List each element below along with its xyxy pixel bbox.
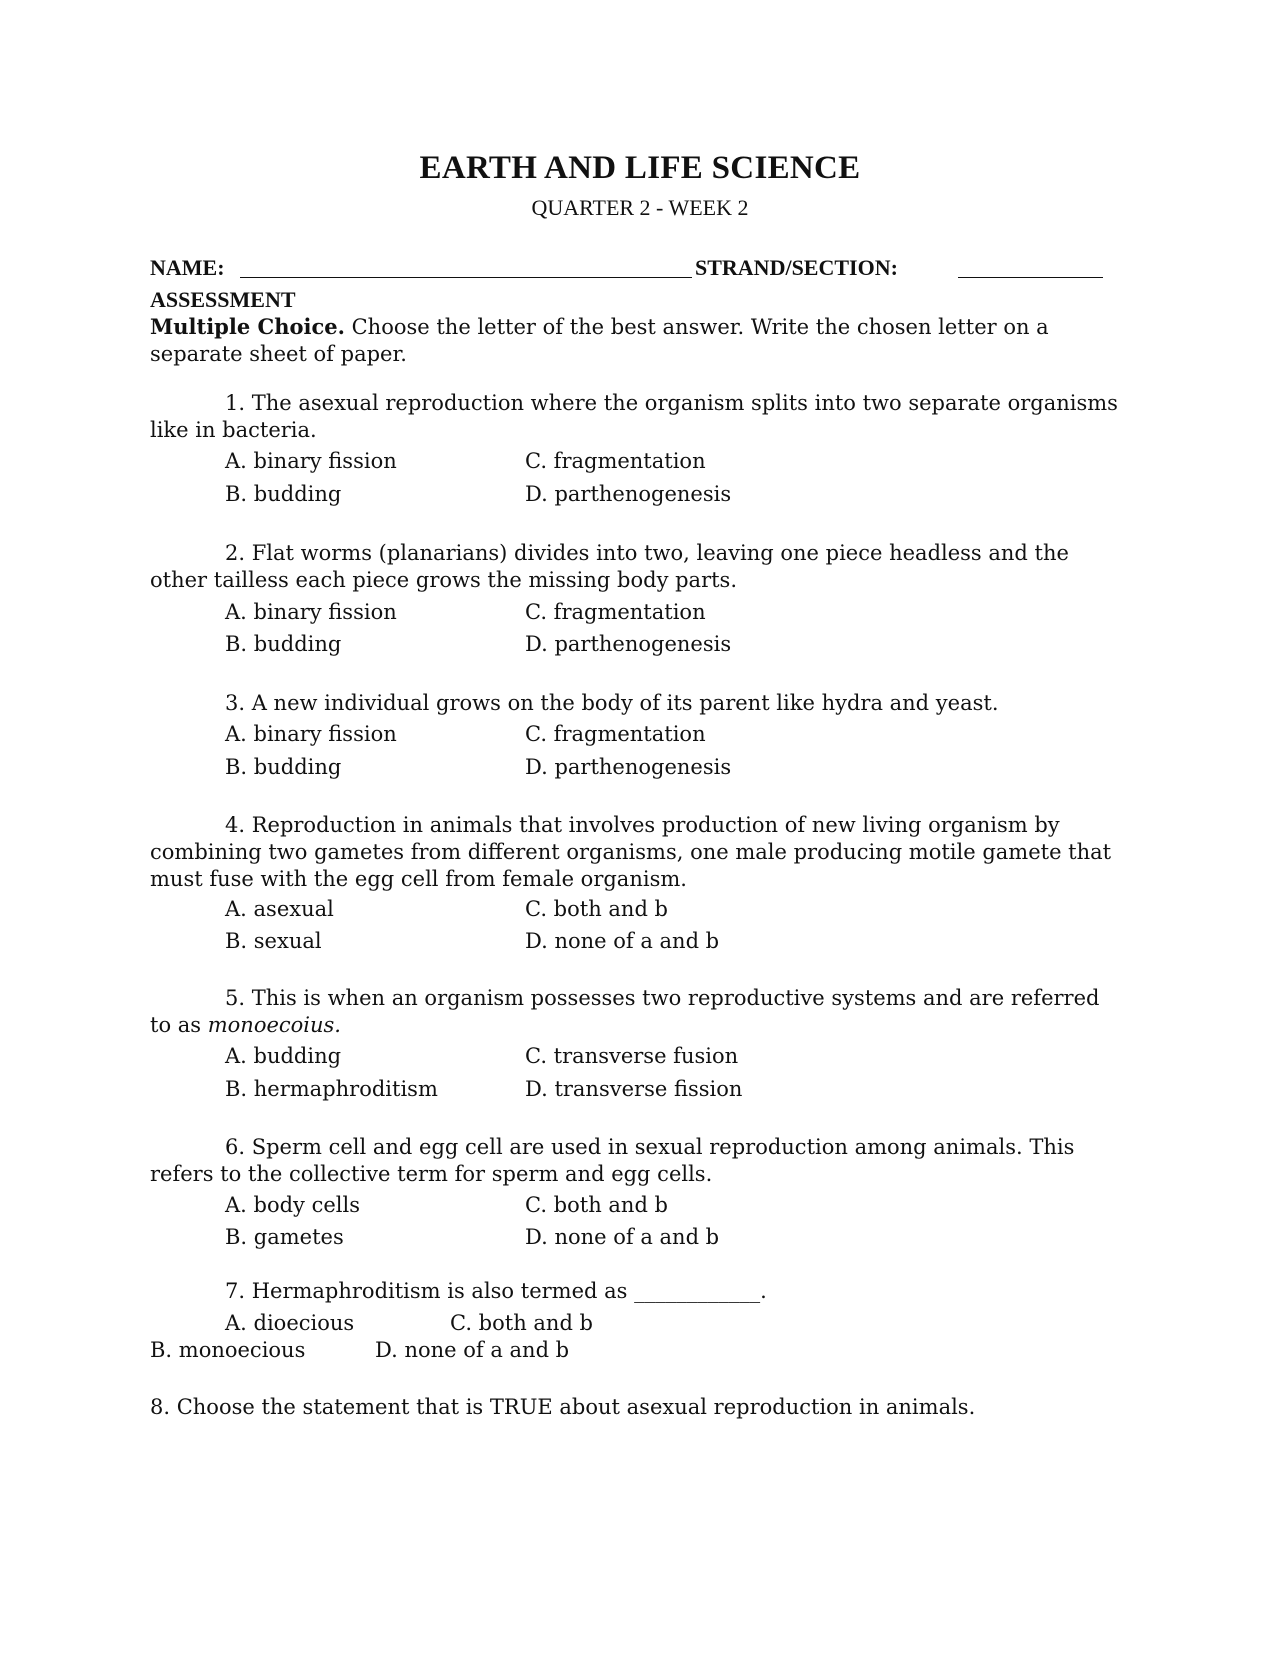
option-c[interactable]: C. both and b <box>450 1311 594 1335</box>
question-stem: 4. Reproduction in animals that involves production of new living organism by combining two gametes from different organisms, one male producing motile gamete that must fuse with the egg cell from female organism. <box>150 813 1112 891</box>
option-d[interactable]: D. none of a and b <box>525 1225 720 1249</box>
option-b[interactable]: B. sexual <box>225 929 322 953</box>
question-stem-text: 5. This is when an organism possesses two reproductive systems and are referred to as <box>150 986 1100 1037</box>
option-a[interactable]: A. dioecious <box>225 1311 355 1335</box>
option-b[interactable]: B. budding <box>225 632 342 656</box>
question-3 <box>150 690 1120 717</box>
question-4 <box>150 812 1120 893</box>
option-a[interactable]: A. binary fission <box>225 722 397 746</box>
option-d[interactable]: D. parthenogenesis <box>525 755 732 779</box>
option-c[interactable]: C. fragmentation <box>525 449 706 473</box>
name-field-line[interactable] <box>240 277 692 278</box>
question-stem: 2. Flat worms (planarians) divides into two, leaving one piece headless and the other tailless each piece grows the missing body parts. <box>150 541 1069 592</box>
option-a[interactable]: A. binary fission <box>225 449 397 473</box>
question-stem: 7. Hermaphroditism is also termed as ____________. <box>225 1279 767 1303</box>
page-title: EARTH AND LIFE SCIENCE <box>419 150 861 186</box>
page-subtitle: QUARTER 2 - WEEK 2 <box>531 195 749 220</box>
name-label: NAME: <box>150 255 225 280</box>
question-6 <box>150 1134 1120 1188</box>
strand-section-label: STRAND/SECTION: <box>695 255 898 280</box>
question-stem: 6. Sperm cell and egg cell are used in sexual reproduction among animals. This refers to the collective term for sperm and egg cells. <box>150 1135 1075 1186</box>
option-d[interactable]: D. none of a and b <box>375 1338 570 1362</box>
question-2 <box>150 540 1120 594</box>
name-row <box>150 255 1110 285</box>
option-b[interactable]: B. hermaphroditism <box>225 1077 438 1101</box>
question-stem: 1. The asexual reproduction where the organism splits into two separate organisms like in bacteria. <box>150 391 1118 442</box>
question-5 <box>150 985 1120 1039</box>
option-c[interactable]: C. fragmentation <box>525 600 706 624</box>
option-d[interactable]: D. none of a and b <box>525 929 720 953</box>
option-c[interactable]: C. fragmentation <box>525 722 706 746</box>
question-8: 8. Choose the statement that is TRUE about asexual reproduction in animals. <box>150 1395 976 1419</box>
question-stem: 3. A new individual grows on the body of its parent like hydra and yeast. <box>225 691 999 715</box>
option-b[interactable]: B. gametes <box>225 1225 344 1249</box>
instructions-text: Choose the letter of the best answer. Write the chosen letter on a separate sheet of paper. <box>150 315 1049 366</box>
section-heading: ASSESSMENT <box>150 287 296 312</box>
option-a[interactable]: A. body cells <box>225 1193 360 1217</box>
option-c[interactable]: C. both and b <box>525 1193 669 1217</box>
question-stem <box>150 985 1120 1039</box>
option-b[interactable]: B. budding <box>225 482 342 506</box>
option-d[interactable]: D. parthenogenesis <box>525 632 732 656</box>
instructions-bold: Multiple Choice. <box>150 314 345 339</box>
option-c[interactable]: C. transverse fusion <box>525 1044 739 1068</box>
question-7 <box>150 1278 1120 1305</box>
option-d[interactable]: D. transverse fission <box>525 1077 743 1101</box>
option-a[interactable]: A. asexual <box>225 897 334 921</box>
strand-section-field-line[interactable] <box>958 277 1103 278</box>
option-b[interactable]: B. budding <box>225 755 342 779</box>
option-c[interactable]: C. both and b <box>525 897 669 921</box>
option-b[interactable]: B. monoecious <box>150 1338 306 1362</box>
option-a[interactable]: A. binary fission <box>225 600 397 624</box>
instructions <box>150 313 1100 368</box>
question-1 <box>150 390 1120 444</box>
option-d[interactable]: D. parthenogenesis <box>525 482 732 506</box>
question-stem-italic: monoecoius. <box>207 1013 341 1037</box>
option-a[interactable]: A. budding <box>225 1044 342 1068</box>
